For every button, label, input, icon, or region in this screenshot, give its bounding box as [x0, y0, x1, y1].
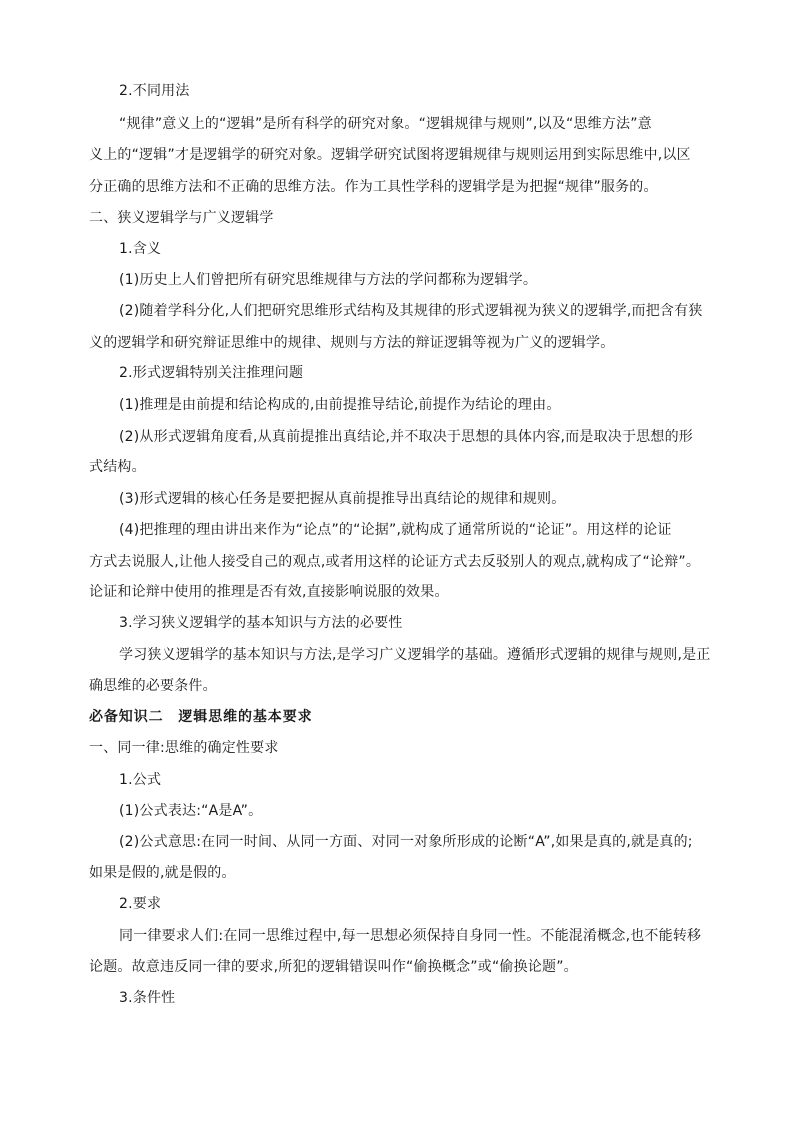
paragraph-line: 论证和论辩中使用的推理是否有效,直接影响说服的效果。	[89, 584, 449, 600]
subheading-formal-logic-inference: 2.形式逻辑特别关注推理问题	[119, 365, 304, 381]
paragraph-line: (2)随着学科分化,人们把研究思维形式结构及其规律的形式逻辑视为狭义的逻辑学,而把含有狭	[119, 303, 703, 319]
paragraph-line: 如果是假的,就是假的。	[89, 865, 236, 881]
paragraph-line: 分正确的思维方法和不正确的思维方法。作为工具性学科的逻辑学是为把握“规律”服务的。	[89, 179, 658, 195]
paragraph-line: 义上的“逻辑”才是逻辑学的研究对象。逻辑学研究试图将逻辑规律与规则运用到实际思维中,以区	[89, 147, 691, 163]
section-heading-law-of-identity: 一、同一律:思维的确定性要求	[89, 740, 279, 756]
section-title-essential-knowledge-2: 必备知识二 逻辑思维的基本要求	[89, 709, 313, 725]
subheading-conditionality: 3.条件性	[119, 990, 176, 1006]
paragraph-line: 确思维的必要条件。	[89, 678, 217, 694]
paragraph-line: (2)从形式逻辑角度看,从真前提推出真结论,并不取决于思想的具体内容,而是取决于思想的形	[119, 429, 693, 445]
paragraph-line: 学习狭义逻辑学的基本知识与方法,是学习广义逻辑学的基础。遵循形式逻辑的规律与规则,是正	[119, 647, 711, 663]
paragraph-line: 方式去说服人,让他人接受自己的观点,或者用这样的论证方式去反驳别人的观点,就构成了“论辩”。	[89, 554, 701, 570]
paragraph-line: (4)把推理的理由讲出来作为“论点”的“论据”,就构成了通常所说的“论证”。用这样的论证	[119, 522, 672, 538]
paragraph-line: (1)历史上人们曾把所有研究思维规律与方法的学问都称为逻辑学。	[119, 272, 538, 288]
subheading-requirement: 2.要求	[119, 896, 162, 912]
paragraph-line: (3)形式逻辑的核心任务是要把握从真前提推导出真结论的规律和规则。	[119, 491, 566, 507]
paragraph-line: 义的逻辑学和研究辩证思维中的规律、规则与方法的辩证逻辑等视为广义的逻辑学。	[89, 335, 615, 351]
section-heading-narrow-broad-logic: 二、狭义逻辑学与广义逻辑学	[89, 210, 274, 226]
subheading-different-usage: 2.不同用法	[119, 83, 190, 99]
paragraph-line: “规律”意义上的“逻辑”是所有科学的研究对象。“逻辑规律与规则”,以及“思维方法”意	[119, 116, 652, 132]
paragraph-line: 式结构。	[89, 459, 146, 475]
paragraph-line: (2)公式意思:在同一时间、从同一方面、对同一对象所形成的论断“A”,如果是真的,就是真的;	[119, 834, 693, 850]
subheading-necessity: 3.学习狭义逻辑学的基本知识与方法的必要性	[119, 615, 403, 631]
paragraph-line: (1)推理是由前提和结论构成的,由前提推导结论,前提作为结论的理由。	[119, 397, 561, 413]
paragraph-line: 同一律要求人们:在同一思维过程中,每一思想必须保持自身同一性。不能混淆概念,也不能转移	[119, 928, 702, 944]
paragraph-line: (1)公式表达:“A是A”。	[119, 803, 263, 819]
subheading-formula: 1.公式	[119, 772, 162, 788]
paragraph-line: 论题。故意违反同一律的要求,所犯的逻辑错误叫作“偷换概念”或“偷换论题”。	[89, 959, 578, 975]
subheading-meaning: 1.含义	[119, 241, 162, 257]
